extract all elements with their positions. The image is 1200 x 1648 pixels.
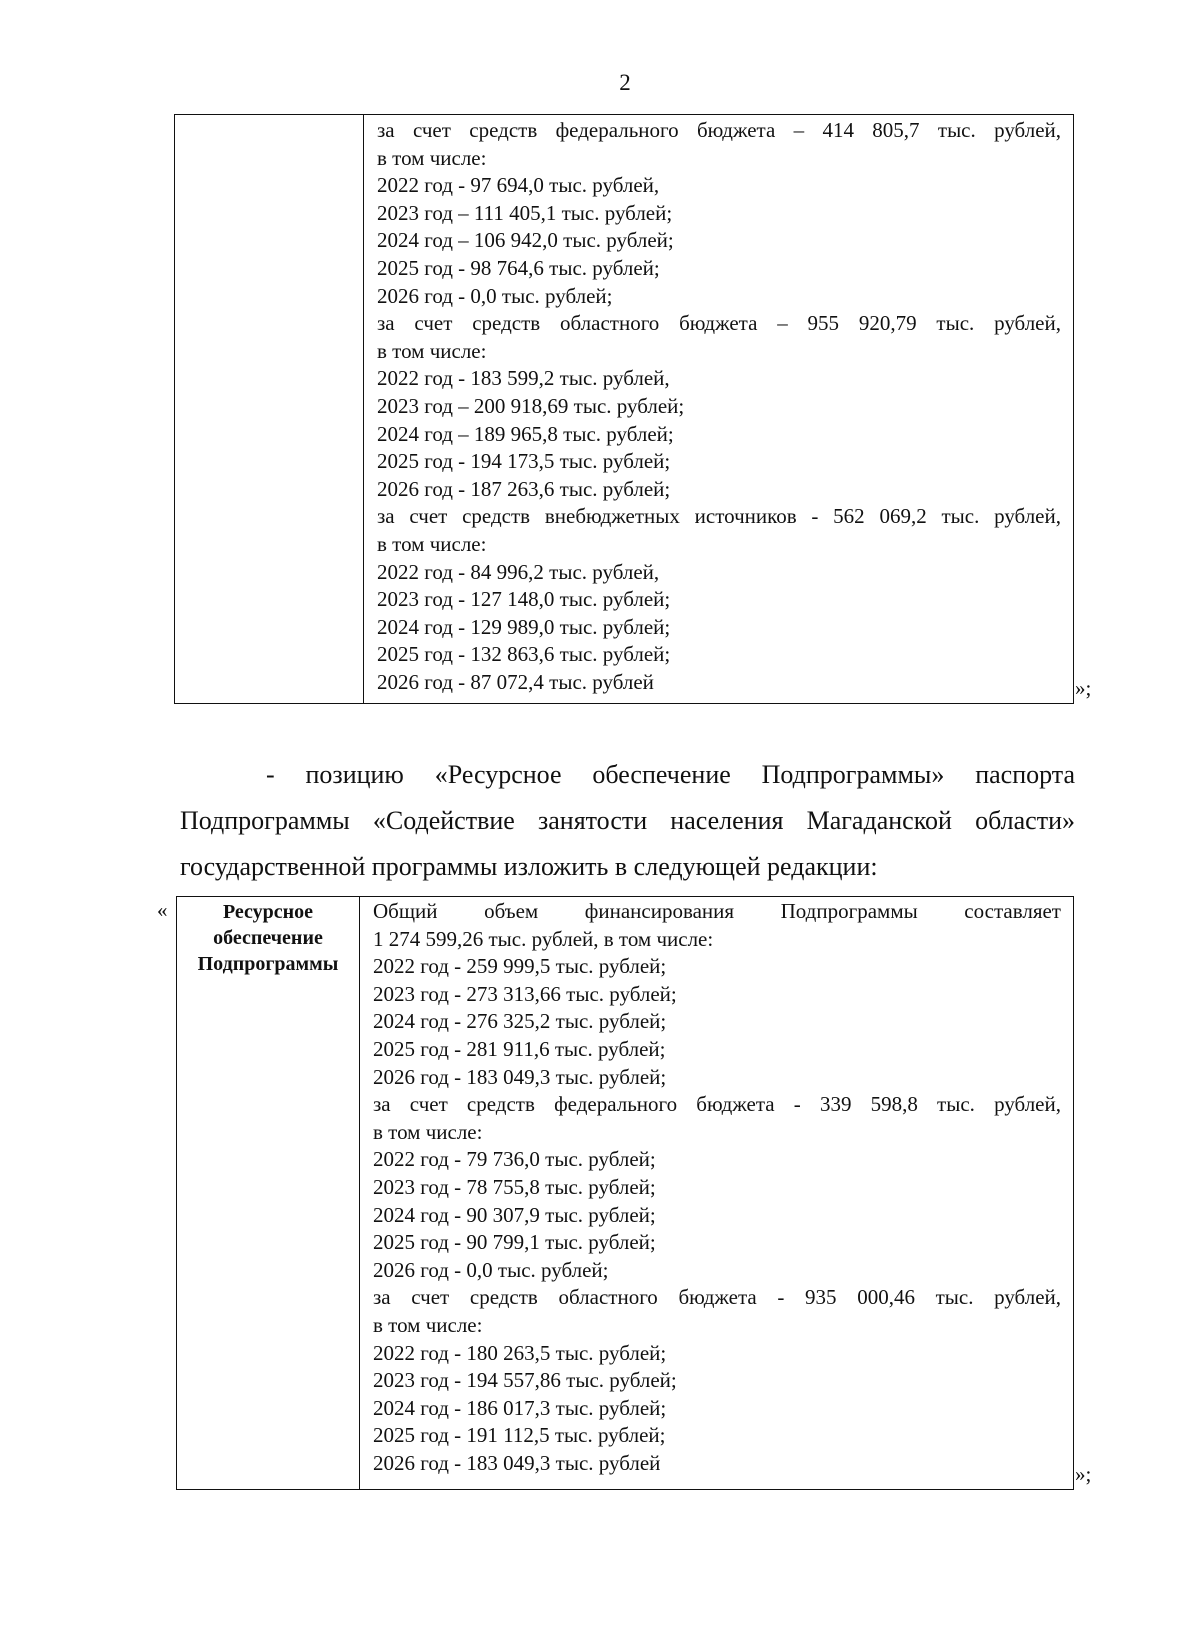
table1-line: в том числе: [377, 145, 487, 170]
instruction-line-1: - позицию «Ресурсное обеспечение Подпрограммы» паспорта [266, 760, 1075, 789]
table2-line: в том числе: [373, 1312, 483, 1337]
table2-content-cell [360, 897, 1073, 1489]
table2-line: 2023 год - 194 557,86 тыс. рублей; [373, 1368, 677, 1393]
table2-label-line: Подпрограммы [197, 953, 339, 975]
table2-line: 2026 год - 183 049,3 тыс. рублей [373, 1450, 661, 1475]
table1-line: 2024 год – 189 965,8 тыс. рублей; [377, 421, 674, 446]
table2-line: 2024 год - 186 017,3 тыс. рублей; [373, 1395, 667, 1420]
resource-table-continued [174, 114, 1074, 704]
table2-label-line: обеспечение [213, 927, 323, 949]
table2-line: 2025 год - 281 911,6 тыс. рублей; [373, 1036, 666, 1061]
table1-line: за счет средств областного бюджета – 955 920,79 тыс. рублей, [377, 311, 1061, 336]
table2-line: 2025 год - 90 799,1 тыс. рублей; [373, 1230, 656, 1255]
table2-line: за счет средств областного бюджета - 935 000,46 тыс. рублей, [373, 1285, 1061, 1310]
table2-line: 2024 год - 276 325,2 тыс. рублей; [373, 1009, 667, 1034]
table2-line: 1 274 599,26 тыс. рублей, в том числе: [373, 926, 714, 951]
table2-closing-quote: »; [1075, 1462, 1092, 1486]
instruction-line-3: государственной программы изложить в следующей редакции: [180, 852, 878, 881]
table2-line: 2026 год - 0,0 тыс. рублей; [373, 1257, 609, 1282]
table2-line: 2022 год - 180 263,5 тыс. рублей; [373, 1340, 667, 1365]
table2-line: 2025 год - 191 112,5 тыс. рублей; [373, 1423, 666, 1448]
table1-line: 2025 год - 194 173,5 тыс. рублей; [377, 449, 671, 474]
table2-line: 2022 год - 79 736,0 тыс. рублей; [373, 1147, 656, 1172]
table2-line: за счет средств федерального бюджета - 339 598,8 тыс. рублей, [373, 1092, 1061, 1117]
table1-line: 2026 год - 187 263,6 тыс. рублей; [377, 476, 671, 501]
table1-line: 2025 год - 132 863,6 тыс. рублей; [377, 642, 671, 667]
table2-line: 2023 год - 273 313,66 тыс. рублей; [373, 981, 677, 1006]
table1-closing-quote: »; [1075, 676, 1092, 700]
table1-line: 2026 год - 0,0 тыс. рублей; [377, 283, 613, 308]
instruction-paragraph [180, 752, 1075, 890]
table1-line: 2022 год - 97 694,0 тыс. рублей, [377, 173, 660, 198]
table2-line: 2022 год - 259 999,5 тыс. рублей; [373, 954, 667, 979]
table1-line: 2023 год – 200 918,69 тыс. рублей; [377, 393, 685, 418]
page-number: 2 [619, 70, 631, 95]
table2-line: 2026 год - 183 049,3 тыс. рублей; [373, 1064, 667, 1089]
table1-line: в том числе: [377, 338, 487, 363]
table2-line: в том числе: [373, 1119, 483, 1144]
table1-line: в том числе: [377, 531, 487, 556]
table1-line: 2022 год - 84 996,2 тыс. рублей, [377, 559, 660, 584]
table2-opening-quote: « [157, 898, 168, 922]
table1-line: за счет средств федерального бюджета – 414 805,7 тыс. рублей, [377, 118, 1061, 142]
table2-label-cell [177, 897, 360, 1489]
instruction-line-2: Подпрограммы «Содействие занятости населения Магаданской области» [180, 806, 1075, 835]
table1-line: 2023 год - 127 148,0 тыс. рублей; [377, 587, 671, 612]
table1-line: 2024 год – 106 942,0 тыс. рублей; [377, 228, 674, 253]
table2-line: 2023 год - 78 755,8 тыс. рублей; [373, 1174, 656, 1199]
table1-line: за счет средств внебюджетных источников - 562 069,2 тыс. рублей, [377, 504, 1061, 529]
table1-line: 2022 год - 183 599,2 тыс. рублей, [377, 366, 670, 391]
table2-line: Общий объем финансирования Подпрограммы составляет [373, 899, 1061, 923]
table2-label-line: Ресурсное [222, 901, 314, 923]
table2-line: 2024 год - 90 307,9 тыс. рублей; [373, 1202, 656, 1227]
table1-line: 2025 год - 98 764,6 тыс. рублей; [377, 255, 660, 280]
table1-label-cell [175, 115, 364, 703]
table1-line: 2024 год - 129 989,0 тыс. рублей; [377, 614, 671, 639]
table1-content-cell [364, 115, 1073, 703]
resource-table-subprogram [176, 896, 1074, 1490]
table1-line: 2026 год - 87 072,4 тыс. рублей [377, 669, 654, 694]
table1-line: 2023 год – 111 405,1 тыс. рублей; [377, 200, 673, 225]
